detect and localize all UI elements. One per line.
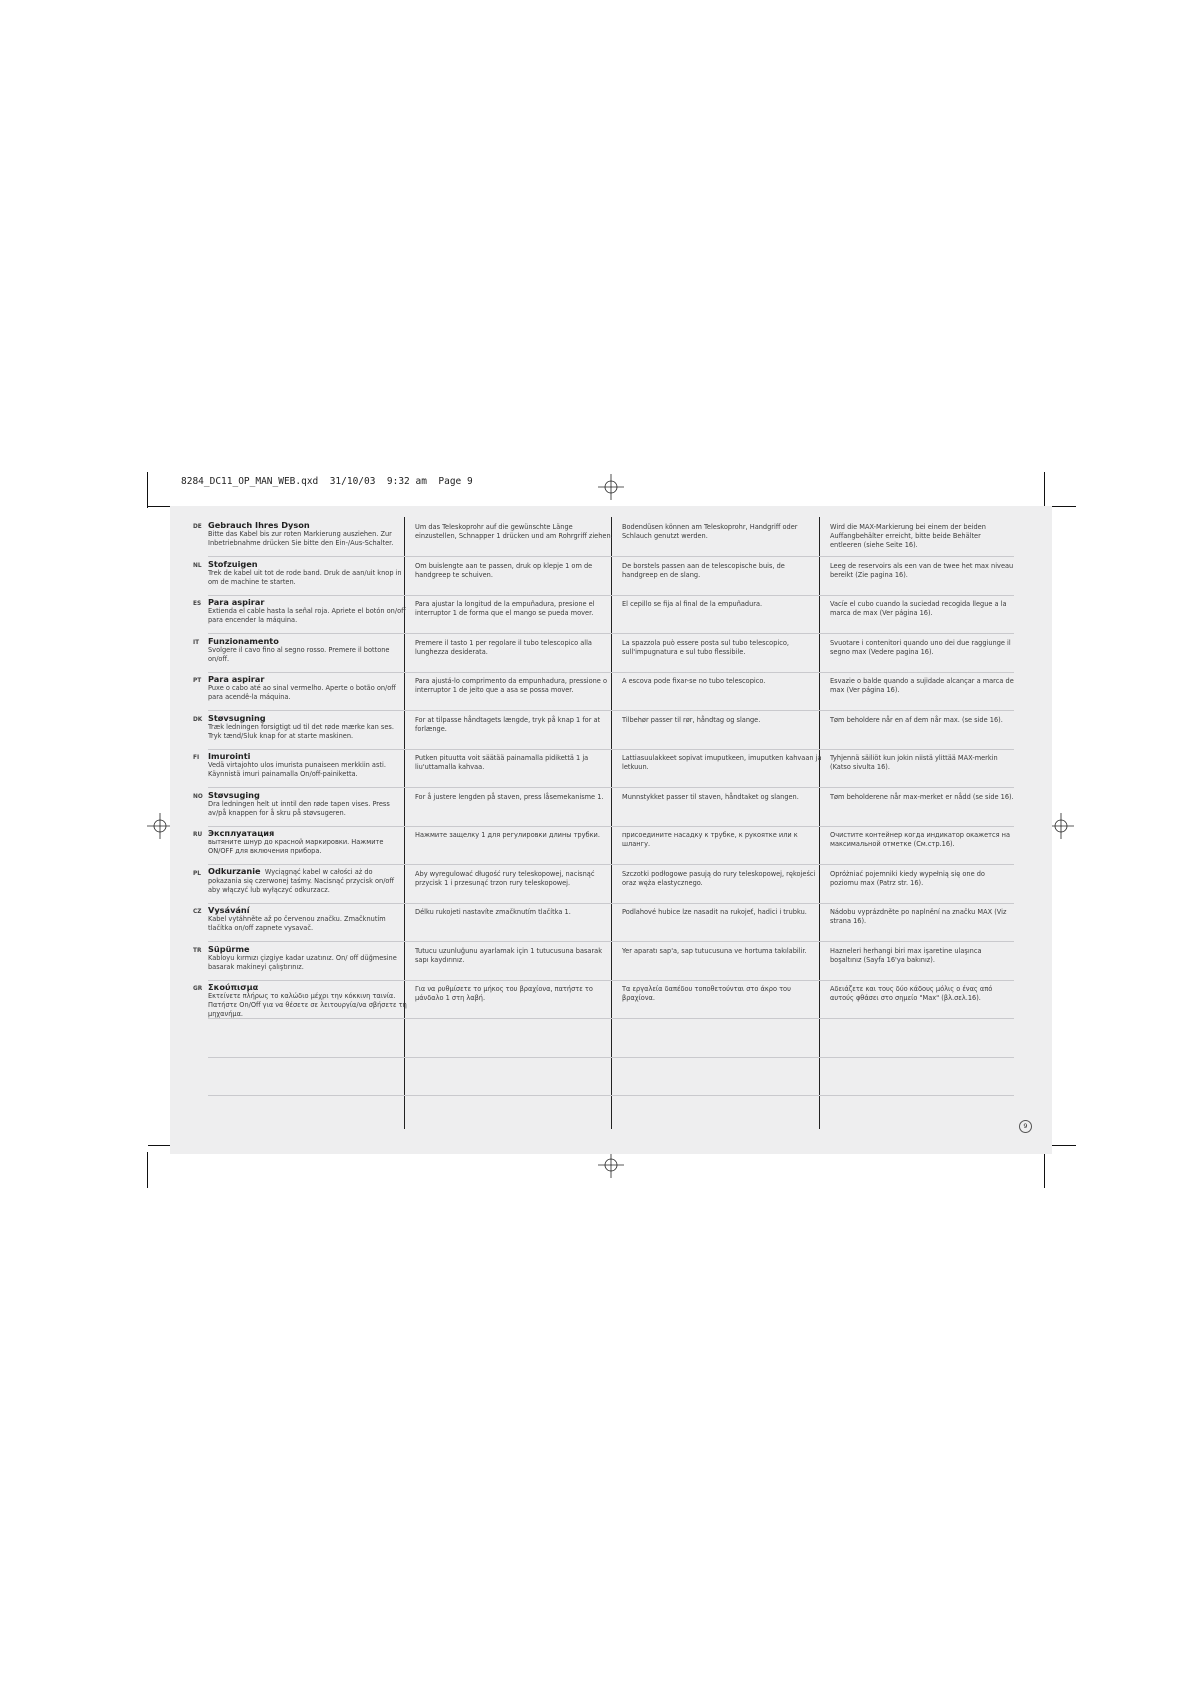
section-heading: Эксплуатация: [208, 828, 275, 838]
language-code: DK: [193, 717, 203, 723]
usage-text: Wyciągnąć kabel w całości aż do pokazania się czerwonej taśmy. Nacisnąć przycisk on/off aby włączyć lub wyłączyć odkurzacz.: [208, 868, 394, 895]
table-row: [193, 828, 1014, 864]
empty-bin-text: Tøm beholdere når en af dem når max. (se side 16).: [830, 716, 1003, 724]
row-divider: [208, 710, 1014, 711]
language-code: ES: [193, 601, 202, 607]
language-code: RU: [193, 832, 203, 838]
row-divider: [208, 787, 1014, 788]
language-code: GR: [193, 986, 203, 992]
row-divider: [208, 980, 1014, 981]
table-row: [193, 559, 1014, 595]
language-code: NL: [193, 563, 202, 569]
file-slug: 8284_DC11_OP_MAN_WEB.qxd 31/10/03 9:32 am Page 9: [181, 476, 473, 487]
empty-bin-text: Tøm beholderene når max-merket er nådd (se side 16).: [830, 793, 1014, 801]
row-divider: [208, 826, 1014, 827]
section-heading: Imurointi: [208, 751, 251, 761]
crop-mark: [148, 1145, 172, 1146]
usage-text: Træk ledningen forsigtigt ud til det røde mærke kan ses. Tryk tænd/Sluk knap for at starte maskinen.: [208, 723, 394, 741]
handle-adjust-text: Um das Teleskoprohr auf die gewünschte Länge einzustellen, Schnapper 1 drücken und am Rohrgriff ziehen.: [415, 523, 613, 541]
usage-text: Dra ledningen helt ut inntil den røde tapen vises. Press av/på knappen for å skru på støvsugeren.: [208, 800, 390, 818]
table-row: [193, 597, 1014, 633]
row-divider: [208, 633, 1014, 634]
tool-attach-text: Bodendüsen können am Teleskoprohr, Handgriff oder Schlauch genutzt werden.: [622, 523, 798, 541]
row-divider: [208, 672, 1014, 673]
empty-bin-text: Leeg de reservoirs als een van de twee het max niveau bereikt (Zie pagina 16).: [830, 562, 1014, 580]
handle-adjust-text: Για να ρυθμίσετε το μήκος του βραχίονα, πατήστε το μάνδαλο 1 στη λαβή.: [415, 985, 593, 1003]
usage-cell: [193, 674, 408, 702]
empty-bin-text: Tyhjennä säiliöt kun jokin niistä ylittää MAX-merkin (Katso sivulta 16).: [830, 754, 998, 772]
usage-cell: [193, 866, 408, 895]
language-code: IT: [193, 640, 200, 646]
section-heading: Odkurzanie: [208, 866, 261, 876]
table-row: [193, 866, 1014, 903]
empty-bin-text: Hazneleri herhangi biri max işaretine ulaşınca boşaltınız (Sayfa 16'ya bakınız).: [830, 947, 982, 965]
section-heading: Vysávání: [208, 905, 250, 915]
row-divider: [208, 903, 1014, 904]
usage-cell: [193, 713, 408, 741]
empty-bin-text: Αδειάζετε και τους δύο κάδους μόλις ο ένας από αυτούς φθάσει στο σημείο "Max" (βλ.σελ.16).: [830, 985, 993, 1003]
tool-attach-text: De borstels passen aan de telescopische buis, de handgreep en de slang.: [622, 562, 785, 580]
language-code: CZ: [193, 909, 202, 915]
tool-attach-text: Tilbehør passer til rør, håndtag og slange.: [622, 716, 761, 724]
language-code: NO: [193, 794, 203, 800]
section-heading: Funzionamento: [208, 636, 279, 646]
row-divider: [208, 749, 1014, 750]
tool-attach-text: Szczotki podłogowe pasują do rury teleskopowej, rękojeści oraz węża elastycznego.: [622, 870, 816, 888]
usage-text: Kabel vytáhněte až po červenou značku. Zmačknutím tlačítka on/off zapnete vysavač.: [208, 915, 386, 933]
tool-attach-text: Yer aparatı sap'a, sap tutucusuna ve hortuma takılabilir.: [622, 947, 807, 955]
section-heading: Støvsuging: [208, 790, 260, 800]
usage-text: Svolgere il cavo fino al segno rosso. Premere il bottone on/off.: [208, 646, 390, 664]
row-divider: [208, 556, 1014, 557]
registration-mark-bottom: [598, 1152, 624, 1178]
empty-bin-text: Очистите контейнер когда индикатор окажется на максимальной отметке (См.стр.16).: [830, 831, 1011, 849]
crop-mark: [1044, 472, 1045, 508]
table-row: [193, 751, 1014, 787]
row-divider: [208, 1095, 1014, 1096]
usage-cell: [193, 597, 408, 625]
usage-text: Bitte das Kabel bis zur roten Markierung ausziehen. Zur Inbetriebnahme drücken Sie bitte den Ein-/Aus-Schalter.: [208, 530, 394, 548]
usage-text: Εκτείνετε πλήρως το καλώδιο μέχρι την κόκκινη ταινία. Πατήστε On/Off για να θέσετε σε λειτουργία/να σβήσετε τη μηχανήμα.: [208, 992, 407, 1019]
usage-text: вытяните шнур до красной маркировки. Нажмите ON/OFF для включения прибора.: [208, 838, 384, 856]
tool-attach-text: A escova pode fixar-se no tubo telescopico.: [622, 677, 766, 685]
handle-adjust-text: Para ajustar la longitud de la empuñadura, presione el interruptor 1 de forma que el mango se pueda mover.: [415, 600, 595, 618]
row-divider: [208, 595, 1014, 596]
section-heading: Gebrauch Ihres Dyson: [208, 520, 310, 530]
language-code: DE: [193, 524, 202, 530]
tool-attach-text: Τα εργαλεία δαπέδου τοποθετούνται στο άκρο του βραχίονα.: [622, 985, 791, 1003]
usage-text: Vedä virtajohto ulos imurista punaiseen merkkiin asti. Käynnistä imuri painamalla On/off-painiketta.: [208, 761, 386, 779]
language-code: PT: [193, 678, 202, 684]
language-code: PL: [193, 871, 201, 877]
section-heading: Stofzuigen: [208, 559, 258, 569]
table-row: [193, 713, 1014, 749]
usage-cell: [193, 520, 408, 548]
language-code: TR: [193, 948, 202, 954]
section-heading: Para aspirar: [208, 597, 265, 607]
usage-text: Puxe o cabo até ao sinal vermelho. Aperte o botão on/off para acendê-la máquina.: [208, 684, 396, 702]
table-row: [193, 636, 1014, 672]
usage-text: Kabloyu kırmızı çizgiye kadar uzatınız. On/ off düğmesine basarak makineyi çalıştırınız.: [208, 954, 397, 972]
handle-adjust-text: Нажмите защелку 1 для регулировки длины трубки.: [415, 831, 600, 839]
empty-bin-text: Wird die MAX-Markierung bei einem der beiden Auffangbehälter erreicht, bitte beide Behälter entleeren (siehe Seite 16).: [830, 523, 986, 550]
registration-mark-top: [598, 474, 624, 500]
crop-mark: [148, 506, 172, 507]
empty-bin-text: Esvazie o balde quando a sujidade alcançar a marca de max (Ver página 16).: [830, 677, 1014, 695]
usage-text: Trek de kabel uit tot de rode band. Druk de aan/uit knop in om de machine te starten.: [208, 569, 402, 587]
usage-cell: [193, 944, 408, 972]
table-row: [193, 674, 1014, 710]
table-row: [193, 790, 1014, 826]
usage-cell: [193, 828, 408, 856]
tool-attach-text: El cepillo se fija al final de la empuñadura.: [622, 600, 763, 608]
usage-cell: [193, 982, 408, 1019]
section-heading: Støvsugning: [208, 713, 266, 723]
usage-cell: [193, 751, 408, 779]
row-divider: [208, 1018, 1014, 1019]
table-row: [193, 944, 1014, 980]
tool-attach-text: La spazzola può essere posta sul tubo telescopico, sull'impugnatura e sul tubo flessibile.: [622, 639, 789, 657]
crop-mark: [147, 472, 148, 508]
handle-adjust-text: Aby wyregulować długość rury teleskopowej, nacisnąć przycisk 1 i przesunąć trzon rury teleskopowej.: [415, 870, 595, 888]
handle-adjust-text: Tutucu uzunluğunu ayarlamak için 1 tutucusuna basarak sapı kaydırınız.: [415, 947, 603, 965]
usage-cell: [193, 790, 408, 818]
empty-bin-text: Svuotare i contenitori quando uno dei due raggiunge il segno max (Vedere pagina 16).: [830, 639, 1011, 657]
table-row: [193, 905, 1014, 941]
handle-adjust-text: For at tilpasse håndtagets længde, tryk på knap 1 for at forlænge.: [415, 716, 601, 734]
row-divider: [208, 941, 1014, 942]
tool-attach-text: Podlahové hubice lze nasadit na rukojeť, hadici i trubku.: [622, 908, 807, 916]
section-heading: Para aspirar: [208, 674, 265, 684]
usage-cell: [193, 905, 408, 933]
empty-bin-text: Vacíe el cubo cuando la suciedad recogida llegue a la marca de max (Ver página 16).: [830, 600, 1007, 618]
section-heading: Σκούπισμα: [208, 982, 259, 992]
tool-attach-text: Munnstykket passer til staven, håndtaket og slangen.: [622, 793, 799, 801]
crop-mark: [1050, 1145, 1076, 1146]
row-divider: [208, 1057, 1014, 1058]
handle-adjust-text: For å justere lengden på staven, press låsemekanisme 1.: [415, 793, 604, 801]
usage-text: Extienda el cable hasta la señal roja. Apriete el botón on/off para encender la máquina.: [208, 607, 406, 625]
crop-mark: [1044, 1152, 1045, 1188]
table-row: [193, 982, 1014, 1019]
crop-mark: [147, 1152, 148, 1188]
empty-bin-text: Nádobu vyprázdněte po naplnění na značku MAX (Viz strana 16).: [830, 908, 1007, 926]
handle-adjust-text: Om buislengte aan te passen, druk op klepje 1 om de handgreep te schuiven.: [415, 562, 593, 580]
usage-cell: [193, 636, 408, 664]
usage-cell: [193, 559, 408, 587]
handle-adjust-text: Premere il tasto 1 per regolare il tubo telescopico alla lunghezza desiderata.: [415, 639, 592, 657]
row-divider: [208, 864, 1014, 865]
tool-attach-text: присоедините насадку к трубке, к рукоятке или к шлангу.: [622, 831, 798, 849]
handle-adjust-text: Para ajustá-lo comprimento da empunhadura, pressione o interruptor 1 de jeito que a asa se possa mover.: [415, 677, 607, 695]
handle-adjust-text: Putken pituutta voit säätää painamalla pidikettä 1 ja liu'uttamalla kahvaa.: [415, 754, 589, 772]
crop-mark: [1050, 506, 1076, 507]
page-number: 9: [1019, 1120, 1032, 1133]
table-row: [193, 520, 1014, 556]
tool-attach-text: Lattiasuulakkeet sopivat imuputkeen, imuputken kahvaan ja letkuun.: [622, 754, 822, 772]
language-code: FI: [193, 755, 200, 761]
section-heading: Süpürme: [208, 944, 250, 954]
empty-bin-text: Opróżniać pojemniki kiedy wypełnią się one do poziomu max (Patrz str. 16).: [830, 870, 985, 888]
handle-adjust-text: Délku rukojeti nastavíte zmačknutím tlačítka 1.: [415, 908, 571, 916]
